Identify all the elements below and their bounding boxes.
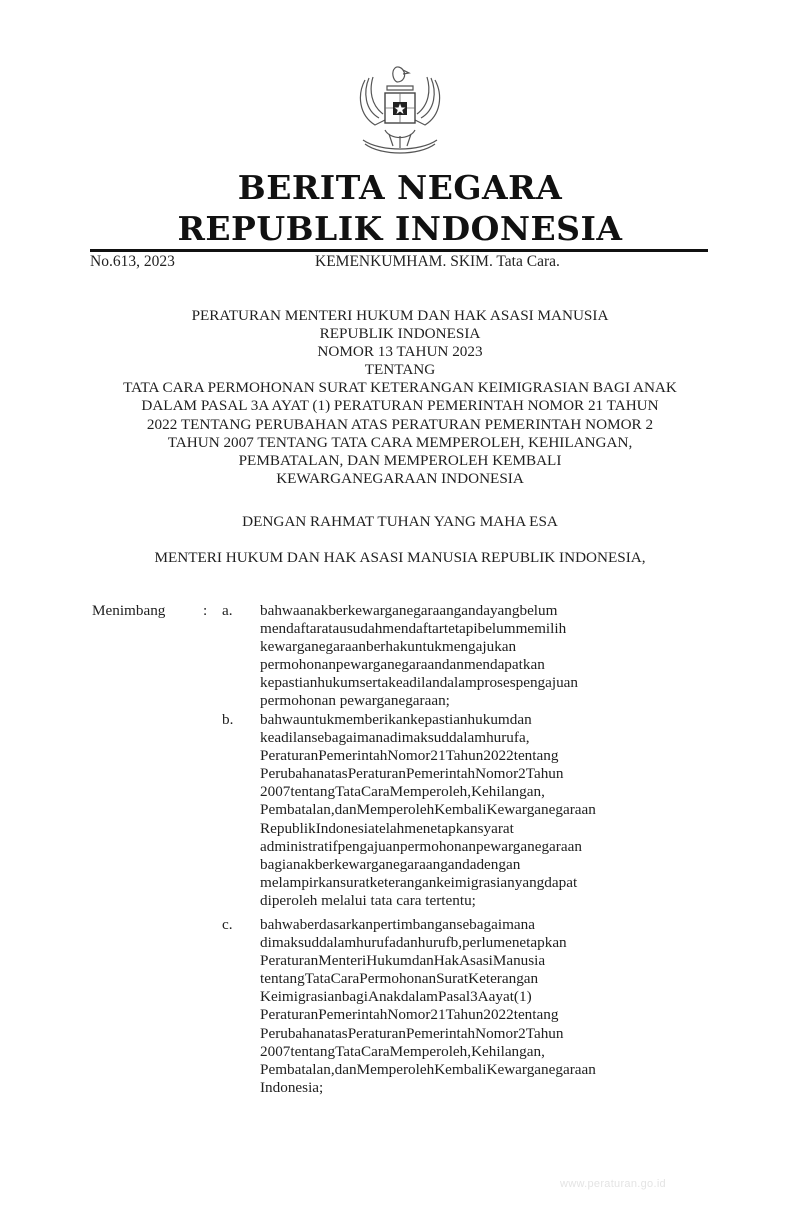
- regulation-title: [80, 307, 720, 488]
- text-line: permohonanpewarganegaraandanmendapatkan: [260, 656, 545, 674]
- text-line: kepastianhukumsertakeadilandalamprosespengajuan: [260, 674, 579, 692]
- consideration-item-b: [260, 711, 707, 910]
- garuda-emblem-icon: [345, 60, 455, 160]
- issuer: MENTERI HUKUM DAN HAK ASASI MANUSIA REPUBLIK INDONESIA,: [154, 549, 646, 566]
- text-line: mendaftaratausudahmendaftartetapibelummemilih: [260, 620, 567, 638]
- consideration-item-a: [260, 602, 707, 711]
- text-line: permohonan pewarganegaraan;: [260, 692, 450, 710]
- consideration-item-c: [260, 916, 707, 1097]
- title-line: TAHUN 2007 TENTANG TATA CARA MEMPEROLEH, KEHILANGAN,: [167, 433, 633, 451]
- title-line: PEMBATALAN, DAN MEMPEROLEH KEMBALI: [238, 451, 562, 469]
- considerations-colon: :: [203, 602, 208, 619]
- text-line: diperoleh melalui tata cara tertentu;: [260, 891, 476, 909]
- text-line: PeraturanMenteriHukumdanHakAsasiManusia: [260, 952, 546, 970]
- gazette-number: No.613, 2023: [90, 253, 175, 270]
- masthead-title-line1: BERITA NEGARA: [237, 168, 563, 207]
- item-letter-b: b.: [222, 711, 234, 728]
- invocation: DENGAN RAHMAT TUHAN YANG MAHA ESA: [242, 513, 558, 530]
- text-line: RepublikIndonesiatelahmenetapkansyarat: [260, 819, 514, 837]
- text-line: KeimigrasianbagiAnakdalamPasal3Aayat(1): [260, 988, 532, 1006]
- text-line: bahwauntukmemberikankepastianhukumdan: [260, 711, 532, 728]
- title-line: 2022 TENTANG PERUBAHAN ATAS PERATURAN PEMERINTAH NOMOR 2: [146, 415, 654, 433]
- title-line: PERATURAN MENTERI HUKUM DAN HAK ASASI MANUSIA: [191, 307, 609, 324]
- text-line: Pembatalan,danMemperolehKembaliKewarganegaraan: [260, 1060, 596, 1078]
- text-line: PeraturanPemerintahNomor21Tahun2022tentang: [260, 747, 559, 765]
- text-line: melampirkansuratketerangankeimigrasianyangdapat: [260, 873, 578, 891]
- watermark-link[interactable]: www.peraturan.go.id: [560, 1178, 666, 1190]
- title-line: TENTANG: [364, 361, 436, 379]
- text-line: administratifpengajuanpermohonanpewarganegaraan: [260, 837, 582, 855]
- text-line: 2007tentangTataCaraMemperoleh,Kehilangan,: [260, 1042, 545, 1060]
- item-letter-a: a.: [222, 602, 233, 619]
- masthead-rule: [90, 249, 708, 252]
- title-line: NOMOR 13 TAHUN 2023: [317, 343, 483, 361]
- gazette-subject: KEMENKUMHAM. SKIM. Tata Cara.: [315, 253, 560, 270]
- text-line: 2007tentangTataCaraMemperoleh,Kehilangan,: [260, 783, 545, 801]
- title-line: TATA CARA PERMOHONAN SURAT KETERANGAN KEIMIGRASIAN BAGI ANAK: [123, 379, 677, 397]
- item-letter-c: c.: [222, 916, 233, 933]
- text-line: PerubahanatasPeraturanPemerintahNomor2Tahun: [260, 765, 564, 783]
- text-line: Pembatalan,danMemperolehKembaliKewarganegaraan: [260, 801, 596, 819]
- text-line: PerubahanatasPeraturanPemerintahNomor2Tahun: [260, 1024, 564, 1042]
- text-line: bagianakberkewarganegaraangandadengan: [260, 855, 521, 873]
- text-line: Indonesia;: [260, 1078, 324, 1096]
- masthead-title-line2: REPUBLIK INDONESIA: [177, 209, 623, 248]
- text-line: bahwaberdasarkanpertimbangansebagaimana: [260, 916, 535, 933]
- text-line: dimaksuddalamhurufadanhurufb,perlumenetapkan: [260, 934, 567, 952]
- text-line: tentangTataCaraPermohonanSuratKeterangan: [260, 970, 539, 988]
- title-line: REPUBLIK INDONESIA: [319, 325, 481, 343]
- text-line: bahwaanakberkewarganegaraangandayangbelum: [260, 602, 558, 619]
- title-line: KEWARGANEGARAAN INDONESIA: [276, 469, 524, 487]
- text-line: kewarganegaraanberhakuntukmengajukan: [260, 638, 517, 656]
- text-line: PeraturanPemerintahNomor21Tahun2022tentang: [260, 1006, 559, 1024]
- title-line: DALAM PASAL 3A AYAT (1) PERATURAN PEMERINTAH NOMOR 21 TAHUN: [141, 397, 659, 415]
- text-line: keadilansebagaimanadimaksuddalamhurufa,: [260, 729, 530, 747]
- considerations-label: Menimbang: [92, 602, 166, 619]
